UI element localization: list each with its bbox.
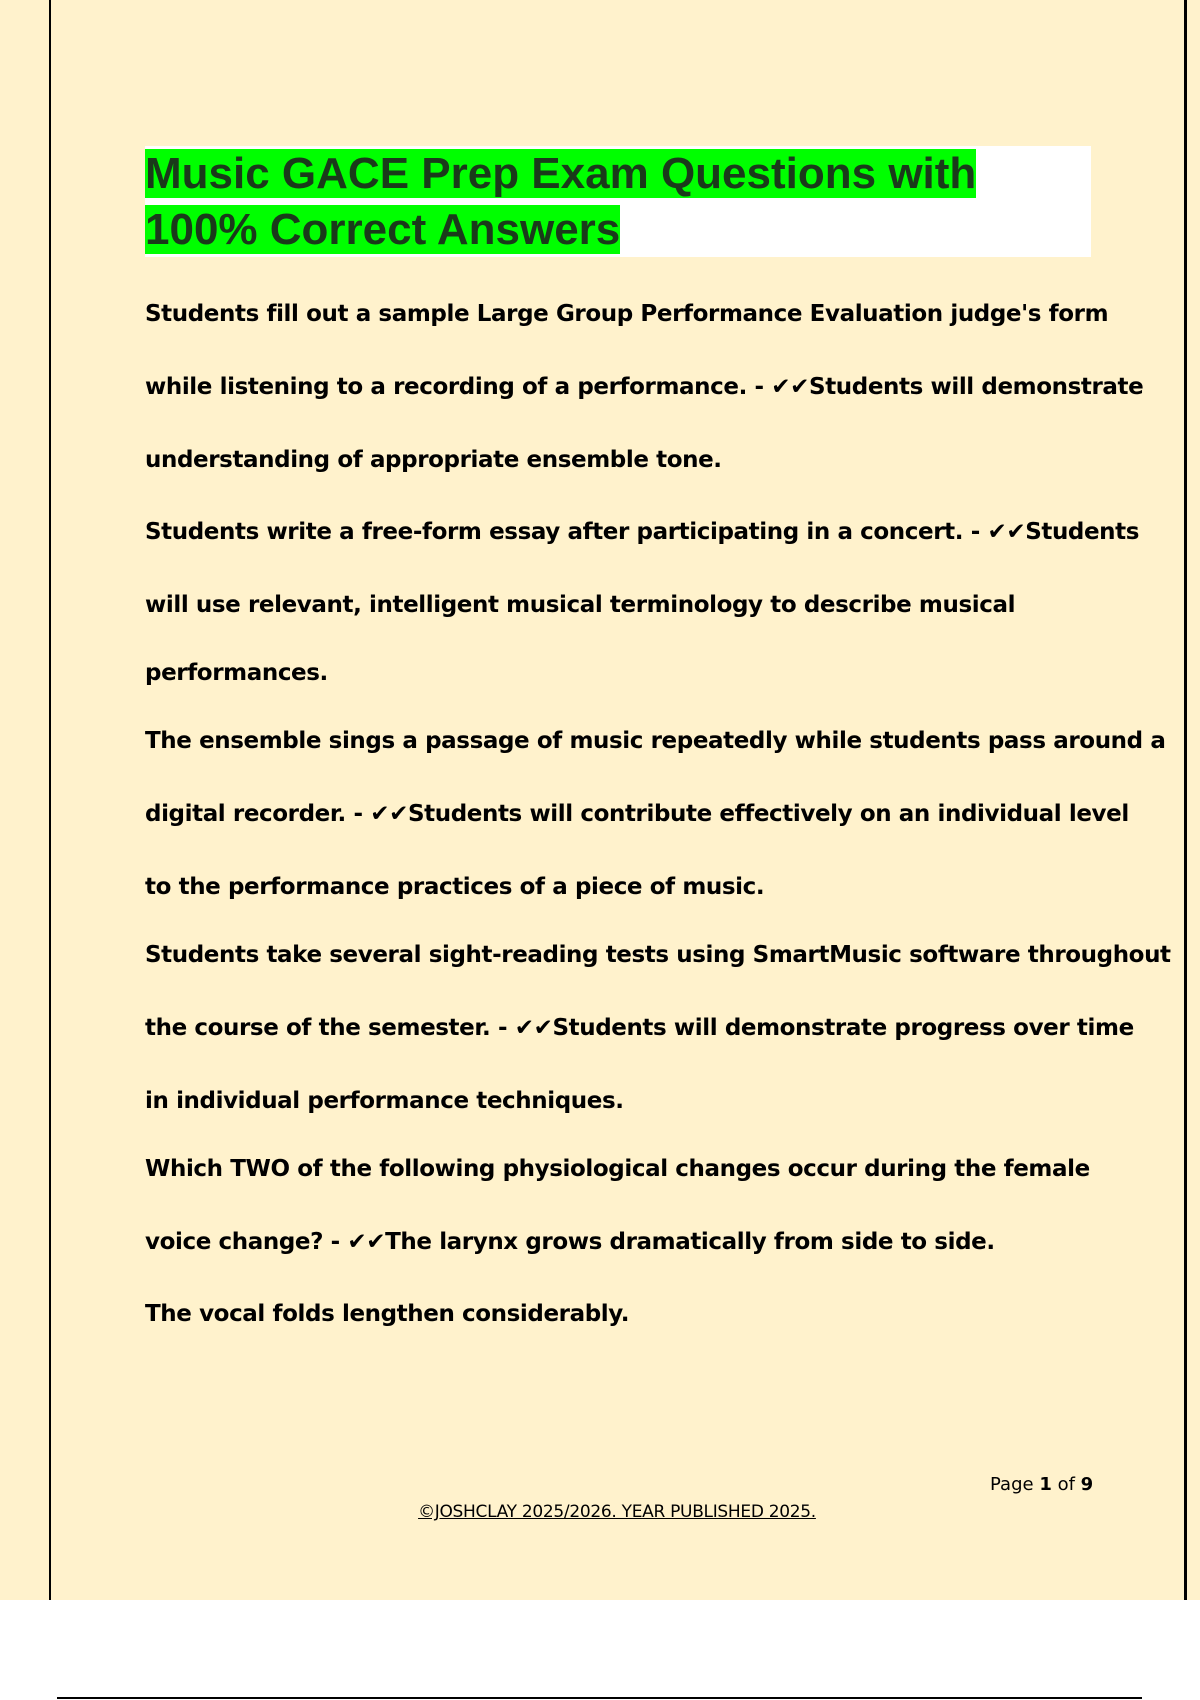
body-line: while listening to a recording of a performance. - ✔✔Students will demonstrate <box>145 374 1144 400</box>
body-line: to the performance practices of a piece of music. <box>145 874 765 900</box>
copyright-notice: ©JOSHCLAY 2025/2026. YEAR PUBLISHED 2025. <box>418 1502 816 1522</box>
page-total: 9 <box>1080 1474 1094 1495</box>
body-line: the course of the semester. - ✔✔Students will demonstrate progress over time <box>145 1015 1134 1041</box>
body-line: Students fill out a sample Large Group Performance Evaluation judge's form <box>145 301 1109 327</box>
body-line: Students take several sight-reading tests using SmartMusic software throughout <box>145 942 1171 968</box>
body-line: digital recorder. - ✔✔Students will contribute effectively on an individual level <box>145 801 1129 827</box>
page-number <box>990 1474 1093 1495</box>
body-line: The ensemble sings a passage of music repeatedly while students pass around a <box>145 728 1166 754</box>
body-line: Which TWO of the following physiological changes occur during the female <box>145 1156 1090 1182</box>
document-title <box>145 146 1091 258</box>
page-border-left <box>49 0 51 1600</box>
page-border-right <box>1184 0 1187 1600</box>
page-of: of <box>1051 1474 1081 1495</box>
body-line: in individual performance techniques. <box>145 1088 624 1114</box>
body-line: performances. <box>145 660 328 686</box>
body-line: Students write a free-form essay after participating in a concert. - ✔✔Students <box>145 519 1140 545</box>
document-title-text: Music GACE Prep Exam Questions with 100% Correct Answers <box>145 149 977 254</box>
bottom-divider <box>57 1697 1142 1699</box>
body-line: understanding of appropriate ensemble tone. <box>145 447 722 473</box>
body-line: The vocal folds lengthen considerably. <box>145 1301 630 1327</box>
page-current: 1 <box>1039 1474 1052 1495</box>
page-prefix: Page <box>990 1474 1040 1495</box>
body-line: will use relevant, intelligent musical terminology to describe musical <box>145 592 1016 618</box>
body-line: voice change? - ✔✔The larynx grows dramatically from side to side. <box>145 1229 995 1255</box>
